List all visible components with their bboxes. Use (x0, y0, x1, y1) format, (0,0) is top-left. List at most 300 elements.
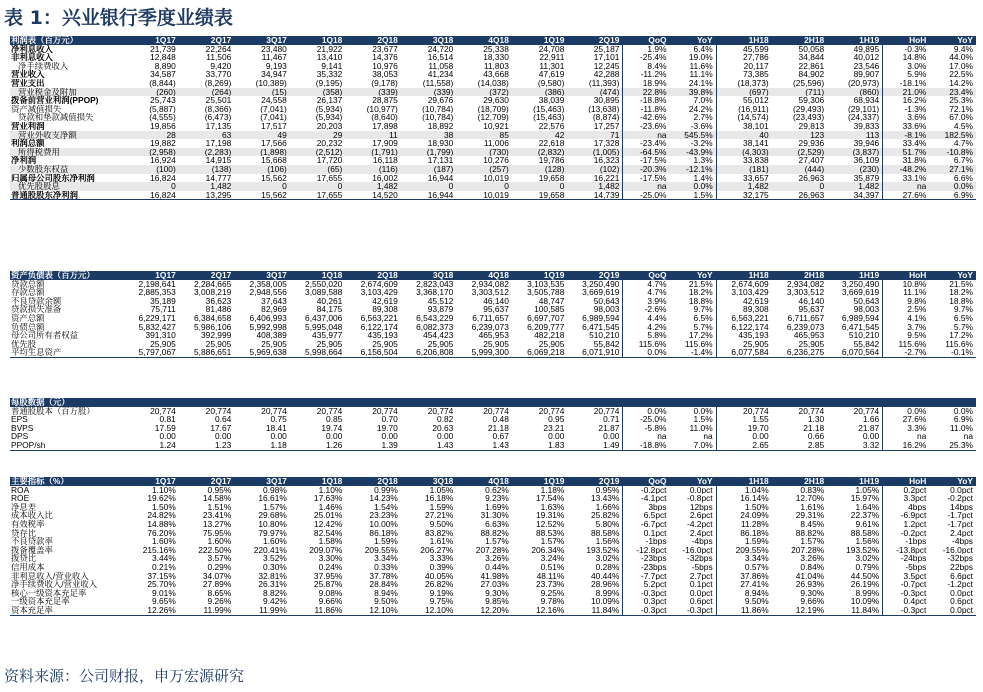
row-label: 一级资本充足率 (11, 597, 70, 606)
table-cell: 6.5% (953, 313, 973, 323)
table-cell: 3.7% (883, 323, 930, 332)
table-row (10, 288, 976, 297)
table-cell: 33,657 (716, 174, 772, 183)
table-cell: 38 (401, 131, 457, 140)
table-cell: 30,895 (593, 96, 620, 105)
table-row (10, 580, 976, 589)
table-cell: 25,905 (798, 339, 825, 349)
table-cell: -48.2% (883, 165, 930, 174)
table-cell: 10.80% (258, 519, 287, 529)
table-cell: 3bps (623, 503, 670, 512)
column-header: YoY (670, 477, 717, 486)
table-cell: 37.78% (369, 571, 398, 581)
table-cell: 1.3% (693, 156, 713, 165)
table-cell: 2.4pct (689, 528, 713, 538)
table-cell: 14,739 (567, 191, 623, 200)
table-cell: -10.8% (929, 148, 976, 157)
table-cell: 0.0% (929, 182, 976, 191)
table-header-row (10, 271, 976, 280)
table-cell: 8.4% (623, 62, 670, 71)
table-cell: 26,963 (772, 191, 828, 200)
row-label: 所得税费用 (10, 148, 123, 157)
table-cell: 39.8% (670, 88, 717, 97)
table-cell: 0.95% (595, 485, 620, 495)
column-header (512, 398, 568, 407)
table-cell: -17.5% (623, 174, 670, 183)
row-label: 成本收入比 (11, 511, 53, 520)
column-header: 1Q17 (123, 36, 179, 45)
table-cell: (1,005) (567, 148, 623, 157)
table-cell: 12bps (689, 502, 713, 512)
table-cell: -1.3% (883, 105, 930, 114)
table-cell: 1,482 (827, 182, 883, 191)
row-label: 信用成本 (11, 562, 45, 572)
table-cell: 1.10% (318, 485, 343, 495)
table-cell: (187) (401, 165, 457, 174)
table-cell: 0.30% (263, 562, 287, 572)
table-cell: 41,234 (427, 70, 454, 79)
table-cell: 17,328 (593, 139, 620, 148)
table-cell: 17.0% (949, 61, 973, 71)
table-cell: 113 (827, 131, 883, 140)
table-cell: 0.85 (326, 415, 343, 424)
table-cell: 29 (290, 131, 346, 140)
table-cell: 26,963 (798, 173, 825, 183)
table-cell: 0.99% (374, 485, 398, 495)
table-cell: 18,330 (483, 53, 509, 62)
table-cell: (12,709) (477, 113, 509, 122)
table-cell: 22,618 (538, 139, 565, 148)
table-cell: 1.59% (429, 502, 454, 512)
table-cell: 1.57% (540, 537, 565, 546)
table-cell: 16.18% (424, 494, 454, 503)
table-cell: 17.63% (313, 494, 343, 503)
table-cell: 0.1pct (623, 529, 670, 538)
table-cell: 408,389 (256, 331, 287, 340)
table-cell: 11.84% (827, 606, 883, 615)
table-cell: 510,210 (848, 331, 880, 340)
table-cell: -18.1% (883, 79, 930, 88)
table-cell: 115.6% (623, 340, 670, 349)
row-label: 普通股股东净利润 (10, 191, 123, 200)
table-cell: 1.39 (345, 441, 401, 450)
table-cell: -0.2pct (623, 486, 670, 495)
table-row (10, 53, 976, 62)
table-cell: 81,486 (205, 305, 232, 314)
table-cell: 51.7% (883, 148, 930, 157)
table-cell: 21.18 (487, 423, 509, 433)
table-cell: -0.3pct (623, 589, 670, 598)
table-cell: 12,245 (593, 61, 620, 71)
table-cell: -0.1% (929, 348, 976, 357)
table-cell: 88.58% (850, 528, 880, 538)
table-cell: 3.44% (152, 554, 176, 563)
table-cell: 3.02% (855, 554, 880, 563)
table-cell: 25.01% (313, 511, 343, 520)
table-cell: 72.1% (949, 104, 973, 114)
table-cell: (6,473) (204, 113, 232, 122)
table-cell: -11.8% (623, 105, 670, 114)
column-header: QoQ (623, 36, 670, 45)
table-cell: 9.78% (540, 597, 565, 606)
table-cell: 11.99% (179, 606, 235, 615)
table-cell: 21,739 (150, 44, 176, 54)
table-cell: 0.0% (953, 406, 973, 416)
table-cell: 0 (456, 182, 512, 191)
table-cell: 0.81 (159, 415, 176, 424)
table-cell: 20,774 (316, 406, 343, 416)
table-cell: 6,206,808 (401, 348, 457, 357)
table-cell: 23.41% (202, 511, 232, 520)
table-cell: 20,774 (427, 406, 454, 416)
table-cell: 76.20% (147, 528, 176, 538)
table-cell: 36,109 (853, 156, 880, 165)
table-cell: 1,482 (716, 182, 772, 191)
table-cell: 2,948,556 (249, 288, 287, 297)
table-cell: 20,203 (316, 121, 343, 131)
table-cell: 55,842 (593, 339, 620, 349)
table-cell: 17,655 (316, 173, 343, 183)
table-cell: 23,677 (372, 44, 398, 54)
table-cell: 11.0% (689, 423, 713, 433)
table-cell: (106) (234, 165, 290, 174)
table-cell: 23.23% (369, 511, 398, 520)
table-row (10, 348, 976, 357)
row-label: 营业利润 (11, 121, 45, 131)
table-cell: 391,310 (145, 331, 176, 340)
table-cell: -23.6% (623, 122, 670, 131)
table-cell: 2,823,043 (416, 279, 454, 289)
table-cell: (5,934) (315, 104, 343, 114)
table-cell: 19.70 (376, 423, 398, 433)
table-cell: 220.41% (253, 545, 287, 555)
table-cell: 16,002 (372, 173, 398, 183)
table-cell: na (883, 182, 930, 191)
table-cell: (230) (827, 165, 883, 174)
table-cell: 33.1% (883, 174, 930, 183)
table-cell: 454,423 (423, 331, 454, 340)
section-title: 利润表（百万元） (10, 36, 123, 45)
table-cell: 6,209,777 (527, 322, 565, 332)
table-cell: (15,463) (533, 104, 565, 114)
table-cell: 0.57% (716, 563, 772, 572)
table-cell: 19,786 (538, 156, 565, 165)
table-cell: 8.65% (207, 588, 232, 598)
table-cell: 5.80% (595, 519, 620, 529)
table-cell: -23bps (623, 563, 670, 572)
table-cell: 17,135 (205, 121, 232, 131)
table-cell: 28,875 (372, 96, 398, 105)
table-cell: 29.31% (795, 511, 825, 520)
table-cell: 0.00 (270, 432, 287, 441)
table-cell: (697) (716, 88, 772, 97)
table-cell: -3.6% (690, 121, 713, 131)
row-label: 拨备前营业利润(PPOP) (11, 96, 99, 105)
table-row (10, 494, 976, 503)
table-cell: 9.61% (855, 519, 880, 529)
table-cell: (8,366) (204, 104, 232, 114)
table-cell: 5,999,300 (456, 348, 512, 357)
row-label: 净手续费收入/营业收入 (11, 580, 98, 589)
table-cell: 44.0% (949, 53, 973, 62)
table-cell: 9.42% (263, 597, 287, 606)
table-cell: (5,934) (315, 113, 343, 122)
table-cell: (9,195) (315, 78, 343, 88)
table-cell: 50,643 (593, 296, 620, 306)
table-cell: 0.1pct (689, 580, 713, 589)
column-header: 1H19 (827, 477, 883, 486)
table-row (10, 572, 976, 581)
table-cell: (29,101) (847, 104, 880, 114)
table-cell: (260) (123, 88, 179, 97)
table-cell: 20,774 (716, 407, 772, 416)
table-cell: 16,944 (427, 173, 454, 183)
row-label: 贷存比 (11, 528, 37, 538)
table-cell: 7.0% (670, 441, 717, 450)
table-cell: 545.5% (670, 131, 717, 140)
table-cell: 5,797,067 (123, 348, 179, 357)
row-label: 优先股 (11, 339, 37, 349)
table-cell: 3,103,429 (360, 288, 398, 297)
table-cell: 5,998,664 (290, 348, 346, 357)
column-header: YoY (929, 477, 976, 486)
table-cell: 39,946 (853, 139, 880, 148)
table-cell: 16,944 (401, 191, 457, 200)
table-cell: 7.0% (693, 96, 713, 105)
table-cell: 20.63 (432, 423, 454, 433)
table-cell: -4bps (691, 537, 713, 546)
table-cell: 21.18 (803, 423, 825, 433)
column-header: 3Q18 (401, 36, 457, 45)
table-cell: (1,791) (345, 148, 401, 157)
table-cell: 21.0% (883, 88, 930, 97)
table-cell: 49 (234, 131, 290, 140)
table-cell: -43.9% (670, 148, 717, 157)
table-cell: (4,303) (716, 148, 772, 157)
table-row (10, 88, 976, 97)
column-header: 1Q18 (290, 477, 346, 486)
table-cell: 98,003 (593, 305, 620, 314)
table-cell: 4.2% (623, 323, 670, 332)
table-cell: 123 (772, 131, 828, 140)
table-cell: 9.75% (429, 597, 454, 606)
table-cell: (1,799) (401, 148, 457, 157)
row-label: 净利润 (11, 156, 37, 165)
table-cell: 41.04% (795, 571, 825, 581)
table-cell: 10,019 (483, 173, 509, 183)
table-cell: 29,630 (483, 96, 509, 105)
column-header: 2Q17 (179, 36, 235, 45)
table-cell: 27.03% (480, 580, 509, 589)
table-cell: (10,977) (366, 104, 398, 114)
table-cell: 9,193 (265, 61, 287, 71)
table-cell: 3,303,512 (471, 288, 509, 297)
table-cell: 115.6% (684, 339, 713, 349)
column-header (670, 398, 717, 407)
table-cell: -18.8% (623, 441, 670, 450)
column-header: QoQ (623, 271, 670, 280)
column-header: YoY (929, 271, 976, 280)
table-cell: 1,482 (179, 182, 235, 191)
table-cell: 0.67 (492, 432, 509, 441)
table-cell: 17,257 (593, 121, 620, 131)
table-cell: 9,141 (321, 61, 343, 71)
table-cell: 1.56% (595, 537, 620, 546)
table-cell: 1.43 (401, 441, 457, 450)
table-cell: -2.6% (623, 305, 670, 314)
table-cell: 1.57% (800, 537, 825, 546)
table-cell: 33,770 (205, 70, 232, 79)
table-cell: 6.5pct (623, 511, 670, 520)
table-cell: 85 (456, 131, 512, 140)
section-title: 主要指标（%） (10, 477, 123, 486)
table-cell: (5,887) (149, 104, 176, 114)
table-cell: 6,070,564 (827, 348, 883, 357)
table-cell: 9.23% (485, 494, 509, 503)
table-cell: 29.68% (258, 511, 287, 520)
table-cell: 2,934,082 (786, 279, 825, 289)
table-cell: 510,210 (589, 331, 620, 340)
table-cell: 2.7pct (689, 571, 713, 581)
table-cell: (11,393) (588, 78, 620, 88)
table-cell: 0.0pct (689, 588, 713, 598)
table-cell: 18.2% (688, 288, 713, 297)
table-cell: 5.8% (623, 331, 670, 340)
column-header: 1Q19 (512, 477, 568, 486)
table-cell: 5,992,998 (249, 322, 287, 332)
table-cell: 1.66% (595, 502, 620, 512)
table-cell: -0.3pct (883, 589, 930, 598)
table-row (10, 131, 976, 140)
row-label: 不良贷款余额 (11, 296, 62, 306)
table-cell: 6,543,229 (416, 313, 454, 323)
table-cell: -5bps (691, 562, 713, 572)
table-cell: 0 (512, 182, 568, 191)
table-cell: -16.0pct (682, 545, 713, 555)
table-cell: 25,501 (205, 96, 232, 105)
table-cell: 6,077,584 (716, 348, 772, 357)
row-label: 不良贷款率 (11, 537, 53, 546)
table-cell: 1.58% (318, 537, 343, 546)
table-cell: 12.16% (512, 606, 568, 615)
table-cell: 5,886,651 (179, 348, 235, 357)
table-cell: -13.8pct (883, 546, 930, 555)
table-cell: 9.50% (374, 597, 398, 606)
table-cell: 6,989,594 (582, 313, 620, 323)
table-cell: 17.59 (154, 423, 176, 433)
table-cell: 9.5% (883, 331, 930, 340)
row-label: 净手续费收入 (18, 61, 69, 71)
table-cell: 12.10% (345, 606, 401, 615)
table-cell: 47,619 (538, 70, 565, 79)
table-cell: 23,546 (853, 61, 880, 71)
table-cell: 84,902 (798, 70, 825, 79)
column-header: 4Q18 (456, 36, 512, 45)
column-header: 1Q18 (290, 271, 346, 280)
table-cell: (25,596) (792, 78, 825, 88)
table-cell: 11.1% (883, 288, 930, 297)
table-cell: (358) (290, 88, 346, 97)
table-cell: 19.0% (688, 53, 713, 62)
column-header: 3Q17 (234, 36, 290, 45)
table-row (10, 432, 976, 441)
table-cell: (3,837) (827, 148, 883, 157)
table-cell: 6,563,221 (716, 314, 772, 323)
table-cell: 9.66% (318, 597, 343, 606)
table-cell: 22,861 (798, 61, 825, 71)
table-cell: 28.96% (590, 580, 620, 589)
table-cell: -32bps (687, 554, 713, 563)
table-cell: 24.1% (688, 78, 713, 88)
table-cell: 20,774 (483, 406, 509, 416)
column-header: 2Q17 (179, 271, 235, 280)
table-cell: 18.8% (688, 296, 713, 306)
table-cell: 98,003 (853, 305, 880, 314)
table-cell: 6.6pct (950, 571, 973, 581)
table-cell: -24bps (883, 554, 930, 563)
row-label: 拨备覆盖率 (11, 545, 53, 555)
table-cell: 24,558 (261, 96, 287, 105)
table-cell: (23,493) (792, 113, 825, 122)
table-cell: 45,599 (716, 45, 772, 54)
table-cell: 6,437,006 (305, 313, 343, 323)
table-cell: 12.70% (795, 494, 825, 503)
table-cell: 6.5% (693, 313, 713, 323)
column-header: 2Q17 (179, 477, 235, 486)
table-cell: 17.2% (688, 331, 713, 340)
table-cell: -12.1% (670, 165, 717, 174)
table-cell: 20,774 (150, 406, 176, 416)
table-cell: 11,058 (428, 61, 454, 71)
table-cell: -4.1pct (623, 494, 670, 503)
section-title: 资产负债表（百万元） (10, 271, 123, 280)
table-cell: 3.3% (883, 424, 930, 433)
table-cell: 75.95% (202, 528, 232, 538)
table-cell: 4.7% (623, 280, 670, 289)
table-cell: 5.7% (693, 322, 713, 332)
table-cell: 6,239,073 (471, 322, 509, 332)
table-cell: 3.02% (595, 554, 620, 563)
table-cell: 26.82% (424, 580, 454, 589)
table-row (10, 96, 976, 105)
table-cell: (1,898) (234, 148, 290, 157)
key-metrics-table (10, 477, 976, 616)
table-cell: 0.3pct (623, 597, 670, 606)
table-cell: 9,420 (210, 61, 232, 71)
table-cell: 5,986,106 (194, 322, 232, 332)
table-cell: 27.41% (716, 580, 772, 589)
table-cell: 14.88% (147, 519, 176, 529)
table-cell: 13.27% (202, 519, 232, 529)
table-cell: 8.45% (800, 519, 825, 529)
table-cell: -6.9pct (883, 511, 930, 520)
column-header: HoH (883, 36, 930, 45)
table-cell: 0.95% (207, 485, 232, 495)
table-header-row (10, 36, 976, 45)
table-cell: 34,587 (150, 70, 176, 79)
table-cell: (10,389) (255, 78, 287, 88)
table-cell: 1.30 (807, 415, 825, 424)
table-cell: 25,905 (538, 339, 565, 349)
table-cell: 27.1% (929, 165, 976, 174)
table-cell: 2,934,082 (471, 279, 509, 289)
table-cell: 1.59% (374, 537, 398, 546)
table-cell: 10.8% (883, 280, 930, 289)
table-cell: 1.51% (207, 502, 232, 512)
column-header: 2Q19 (567, 36, 623, 45)
table-cell: 25,905 (427, 339, 454, 349)
table-cell: 1.61% (429, 537, 454, 546)
